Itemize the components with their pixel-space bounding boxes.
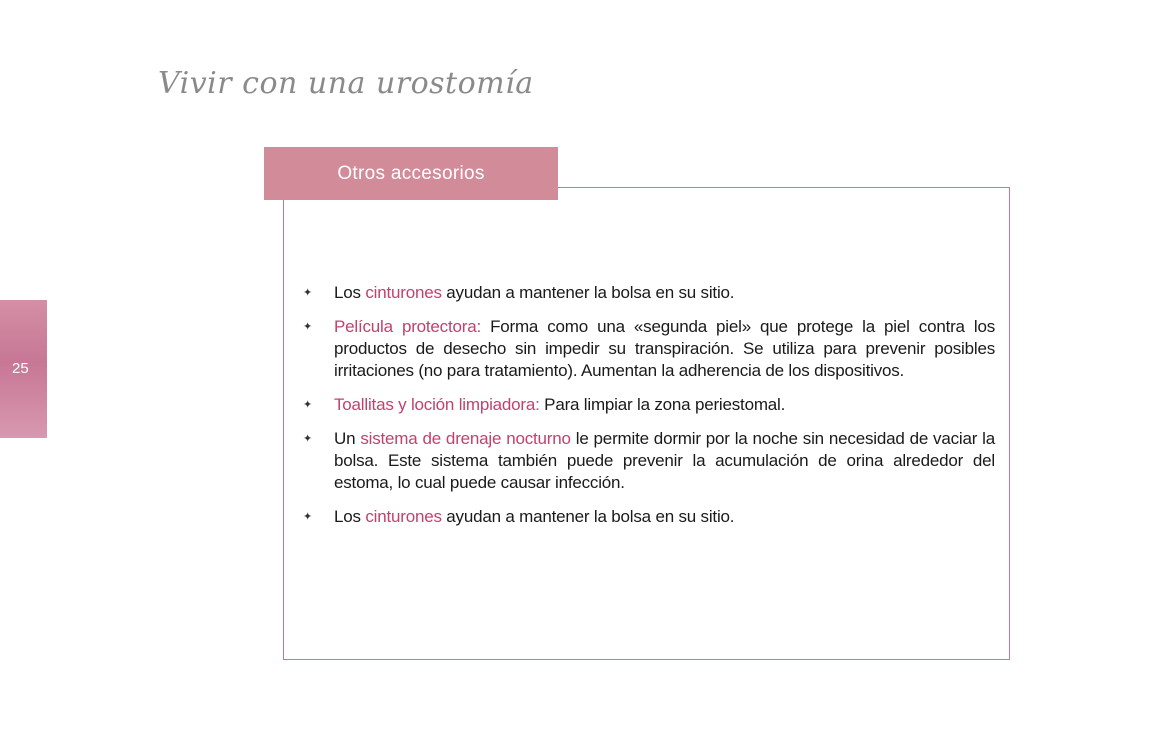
item-highlight: cinturones	[365, 283, 442, 302]
list-item	[303, 394, 995, 416]
star-bullet-icon: ✦	[303, 321, 313, 333]
star-bullet-icon: ✦	[303, 433, 313, 445]
item-highlight: Toallitas y loción limpiadora:	[334, 395, 540, 414]
item-text: Forma como una «segunda piel» que protege la piel contra los productos de desecho sin impedir su transpiración. Se utiliza para prevenir posibles irritaciones (no para tratamiento). Aumentan la adherencia de los dispositivos.	[334, 317, 996, 380]
item-text: ayudan a mantener la bolsa en su sitio.	[441, 283, 735, 302]
list-item	[303, 428, 995, 494]
section-header	[264, 147, 558, 200]
item-highlight: sistema de drenaje nocturno	[360, 429, 571, 448]
item-highlight: cinturones	[365, 507, 442, 526]
item-prefix: Los	[334, 283, 366, 302]
item-highlight: Película protectora:	[334, 317, 482, 336]
item-text: le permite dormir por la noche sin necesidad de vaciar la bolsa. Este sistema también puede prevenir la acumulación de orina alrededor del estoma, lo cual puede causar infección.	[334, 429, 995, 492]
list-item	[303, 506, 995, 528]
item-text: ayudan a mantener la bolsa en su sitio.	[441, 507, 735, 526]
list-item	[303, 282, 995, 304]
section-title: Otros accesorios	[337, 162, 485, 184]
list-item	[303, 316, 995, 382]
item-prefix: Un	[334, 429, 361, 448]
item-text: Para limpiar la zona periestomal.	[539, 395, 786, 414]
star-bullet-icon: ✦	[303, 287, 313, 299]
star-bullet-icon: ✦	[303, 511, 313, 523]
page-title: Vivir con una urostomía	[158, 66, 534, 101]
page-number: 25	[12, 360, 29, 377]
item-prefix: Los	[334, 507, 366, 526]
star-bullet-icon: ✦	[303, 399, 313, 411]
bullet-list	[303, 282, 995, 540]
